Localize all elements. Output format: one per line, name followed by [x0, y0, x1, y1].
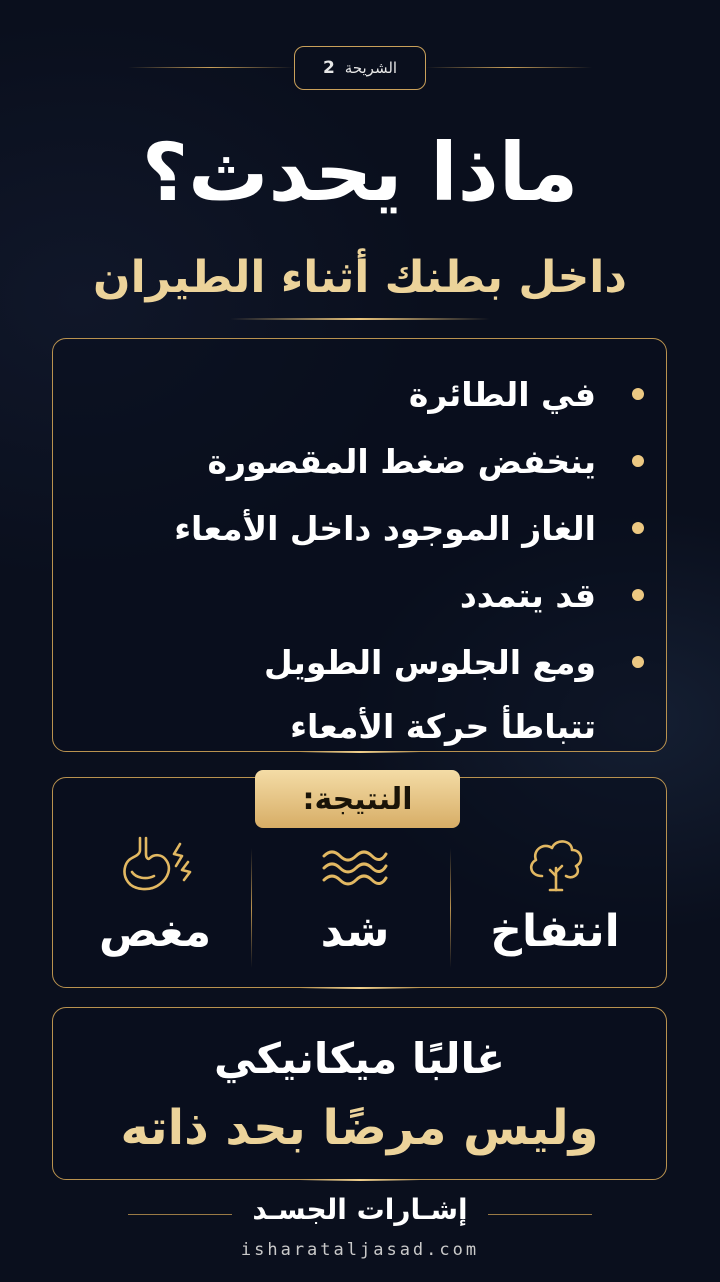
- bullet-icon: [632, 656, 644, 668]
- list-item: [73, 629, 596, 758]
- waves-icon: [310, 832, 400, 896]
- list-item: [73, 562, 596, 629]
- points-card: [52, 338, 667, 752]
- bullet-icon: [632, 589, 644, 601]
- result-divider: [251, 848, 252, 968]
- result-item-label: شد: [320, 906, 390, 957]
- result-item-cramp: [65, 832, 245, 972]
- result-item-label: انتفاخ: [490, 906, 620, 957]
- slide-badge-number: 2: [322, 58, 335, 78]
- result-divider: [450, 848, 451, 968]
- slide-badge-label: الشريحة: [344, 59, 398, 77]
- point-text: ومع الجلوس الطويل: [263, 643, 596, 682]
- card-glow: [300, 751, 420, 753]
- list-item: [73, 495, 596, 562]
- result-item-bloating: [465, 832, 645, 972]
- stomach-cramp-icon: [110, 832, 200, 896]
- result-item-label: مغص: [98, 906, 212, 957]
- result-item-tension: [265, 832, 445, 972]
- point-continuation: تتباطأ حركة الأمعاء: [290, 707, 596, 746]
- note-line-1: غالبًا ميكانيكي: [214, 1034, 505, 1083]
- page-subtitle: داخل بطنك أثناء الطيران: [93, 252, 627, 303]
- list-item: [73, 361, 596, 428]
- note-line-2: وليس مرضًا بحد ذاته: [120, 1100, 599, 1156]
- point-text: ينخفض ضغط المقصورة: [207, 442, 596, 481]
- brand-name: إشـارات الجسـد: [252, 1193, 468, 1226]
- point-text: قد يتمدد: [459, 576, 596, 615]
- title-divider: [230, 318, 490, 320]
- card-glow: [300, 1179, 420, 1181]
- list-item: [73, 428, 596, 495]
- brand-website: isharataljasad.com: [240, 1240, 480, 1260]
- result-label: النتيجة:: [255, 770, 460, 828]
- bullet-icon: [632, 455, 644, 467]
- badge-line-right: [426, 67, 592, 68]
- slide-badge: [294, 46, 426, 90]
- badge-line-left: [128, 67, 294, 68]
- points-list: [53, 339, 666, 758]
- point-text: في الطائرة: [408, 375, 596, 414]
- bullet-icon: [632, 522, 644, 534]
- bullet-icon: [632, 388, 644, 400]
- page-title: ماذا يحدث؟: [141, 126, 579, 219]
- point-text: الغاز الموجود داخل الأمعاء: [174, 509, 596, 548]
- card-glow: [300, 987, 420, 989]
- bloating-tree-icon: [510, 832, 600, 896]
